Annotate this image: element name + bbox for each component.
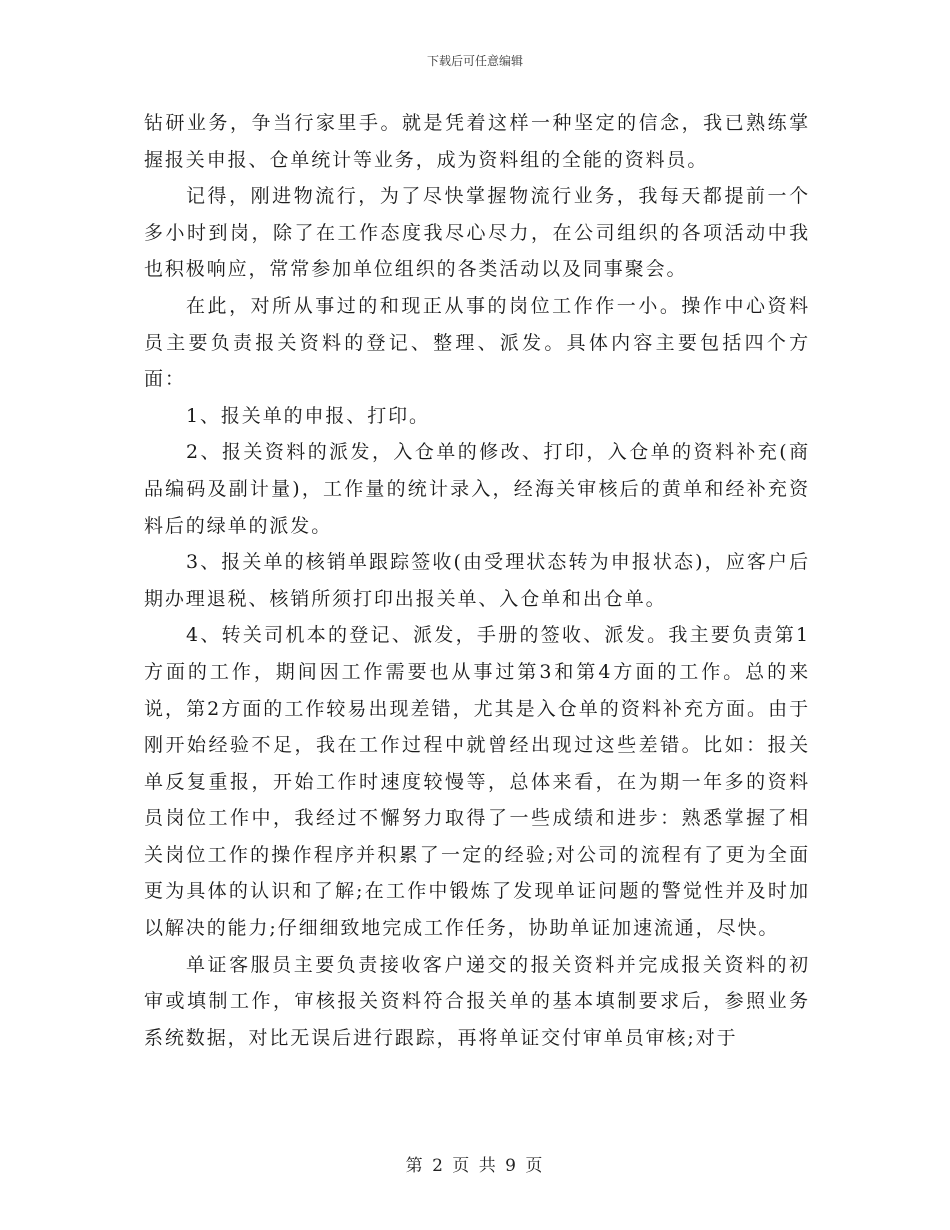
paragraph: 记得，刚进物流行，为了尽快掌握物流行业务，我每天都提前一个多小时到岗，除了在工作态度我尽心尽力，在公司组织的各项活动中我也积极响应，常常参加单位组织的各类活动以及同事聚会。 [144, 185, 810, 281]
list-item: 2、报关资料的派发，入仓单的修改、打印，入仓单的资料补充(商品编码及副计量)，工作量的统计录入，经海关审核后的黄单和经补充资料后的绿单的派发。 [144, 441, 810, 537]
paragraph: 单证客服员主要负责接收客户递交的报关资料并完成报关资料的初审或填制工作，审核报关资料符合报关单的基本填制要求后，参照业务系统数据，对比无误后进行跟踪，再将单证交付审单员审核;对于 [144, 953, 810, 1049]
list-item: 4、转关司机本的登记、派发，手册的签收、派发。我主要负责第1方面的工作，期间因工作需要也从事过第3和第4方面的工作。总的来说，第2方面的工作较易出现差错，尤其是入仓单的资料补充方面。由于刚开始经验不足，我在工作过程中就曾经出现过这些差错。比如：报关单反复重报，开始工作时速度较慢等，总体来看，在为期一年多的资料员岗位工作中，我经过不懈努力取得了一些成绩和进步：熟悉掌握了相关岗位工作的操作程序并积累了一定的经验;对公司的流程有了更为全面更为具体的认识和了解;在工作中锻炼了发现单证问题的警觉性并及时加以解决的能力;仔细细致地完成工作任务，协助单证加速流通，尽快。 [144, 624, 810, 940]
header-note: 下载后可任意编辑 [426, 54, 523, 68]
paragraph: 在此，对所从事过的和现正从事的岗位工作作一小。操作中心资料员主要负责报关资料的登记、整理、派发。具体内容主要包括四个方面： [144, 294, 810, 391]
list-item: 1、报关单的申报、打印。 [186, 404, 430, 427]
page-number-footer: 第 2 页 共 9 页 [405, 1156, 545, 1176]
list-item: 3、报关单的核销单跟踪签收(由受理状态转为申报状态)，应客户后期办理退税、核销所须打印出报关单、入仓单和出仓单。 [144, 551, 810, 610]
document-body [144, 105, 810, 1056]
paragraph-continuation: 钻研业务，争当行家里手。就是凭着这样一种坚定的信念，我已熟练掌握报关申报、仓单统计等业务，成为资料组的全能的资料员。 [144, 112, 810, 171]
